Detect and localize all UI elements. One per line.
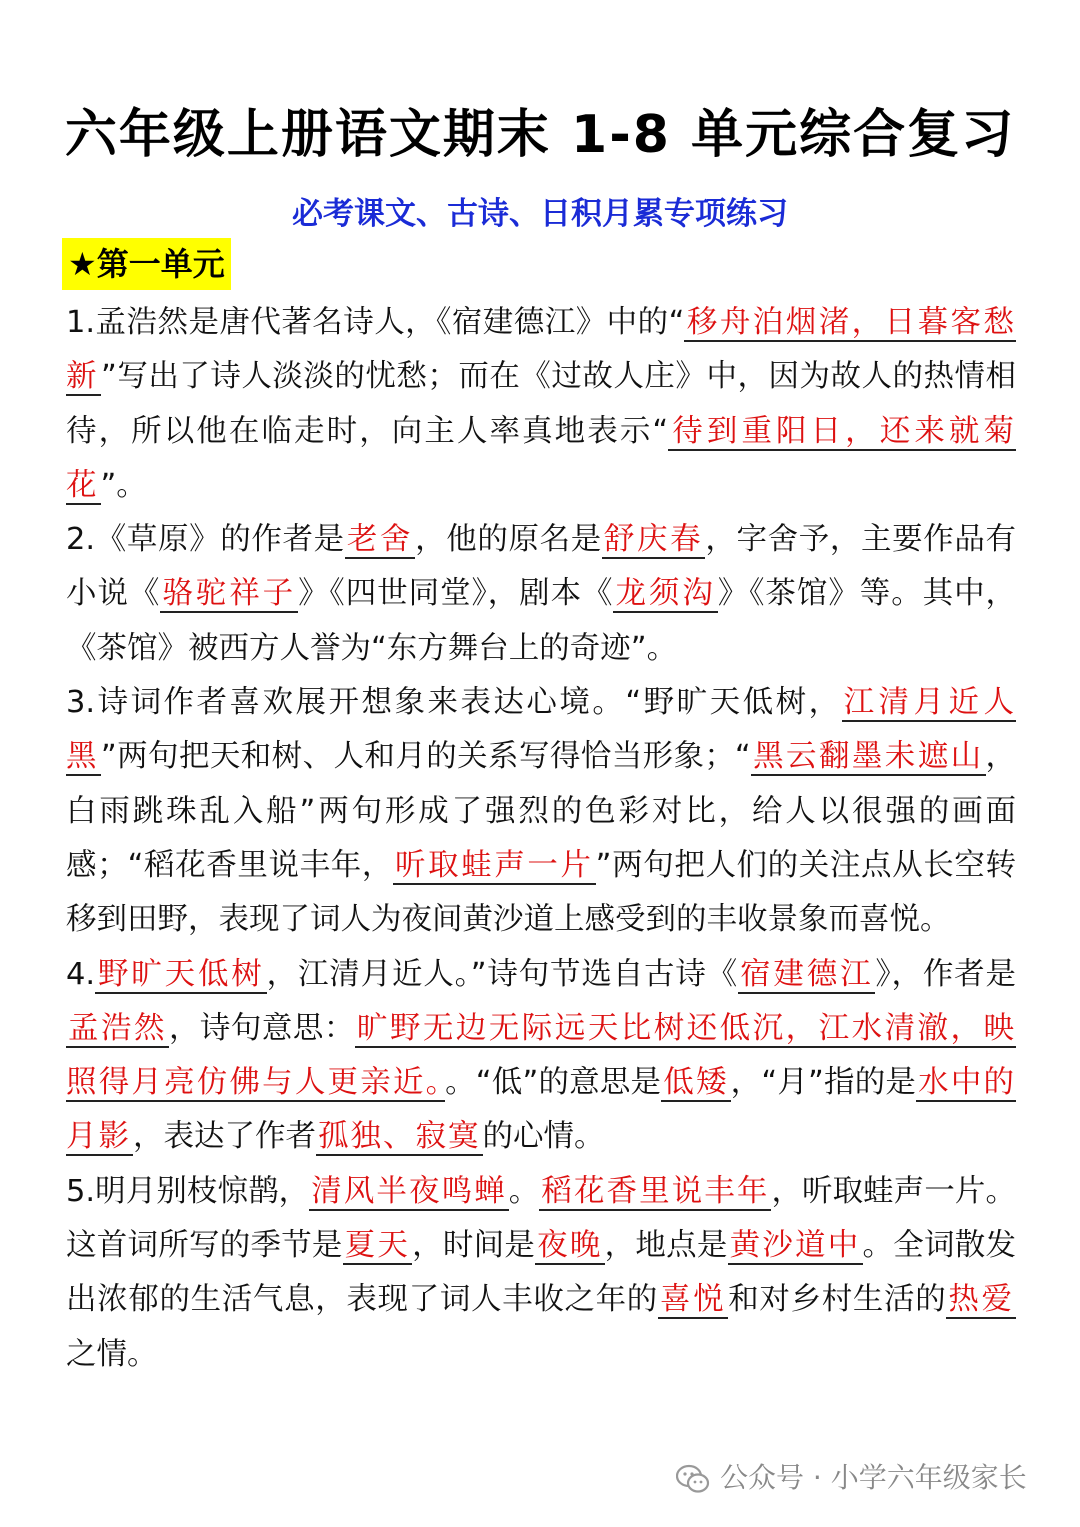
question-2 <box>66 513 1016 676</box>
question-3 <box>66 676 1016 947</box>
question-text: ，江清月近人。”诗句节选自古诗《 <box>266 956 739 992</box>
question-text: ”两句把人们的关注点从长空转移到田野，表现了词人为夜间黄沙道上感受到的丰收景象而喜悦。 <box>66 847 1016 938</box>
answer-text: 旷野无边无际远天比树还低沉，江水清澈，映照得月亮仿佛与人更亲近。 <box>66 1010 1017 1101</box>
question-text: ，白雨跳珠乱入船”两句形成了强烈的色彩对比，给人以很强的画面感；“稻花香里说丰年， <box>66 739 1017 883</box>
question-text: 的心情。 <box>482 1119 605 1155</box>
question-text: 和对乡村生活的 <box>728 1282 947 1318</box>
wechat-icon <box>676 1464 710 1494</box>
question-text: ，地点是 <box>604 1228 728 1264</box>
answer-text: 清风半夜鸣蝉 <box>311 1173 507 1209</box>
answer-text: 骆驼祥子 <box>162 576 297 612</box>
question-text: 》，作者是 <box>875 956 1016 992</box>
answer-text: 野旷天低树 <box>97 956 265 992</box>
answer-text: 龙须沟 <box>615 576 716 612</box>
question-text: ，时间是 <box>412 1228 536 1264</box>
answer-text: 江清月近人黑 <box>66 685 1017 775</box>
question-text: ，“月”指的是 <box>730 1065 917 1101</box>
question-text: 》《四世同堂》，剧本《 <box>298 576 614 612</box>
wechat-watermark <box>676 1458 1056 1498</box>
question-text: 1.孟浩然是唐代著名诗人，《宿建德江》中的“ <box>66 305 685 340</box>
question-text: 》《茶馆》等。其中，《茶馆》被西方人誉为“东方舞台上的奇迹”。 <box>66 576 1017 666</box>
question-text: ”。 <box>100 467 147 503</box>
question-text: ”写出了诗人淡淡的忧愁；而在《过故人庄》中，因为故人的热情相待，所以他在临走时，向主人率真地表示“ <box>66 359 1016 449</box>
answer-text: 待到重阳日，还来就菊花 <box>66 413 1016 503</box>
question-text: ”两句把天和树、人和月的关系写得恰当形象；“ <box>100 739 751 775</box>
question-1 <box>66 296 1016 513</box>
answer-text: 老舍 <box>346 522 414 558</box>
question-text: 4. <box>66 956 96 992</box>
answer-text: 孟浩然 <box>68 1010 167 1046</box>
exercise-content <box>66 296 1016 1382</box>
answer-text: 水中的月影 <box>66 1065 1017 1155</box>
answer-text: 稻花香里说丰年 <box>541 1173 770 1209</box>
answer-text: 听取蛙声一片 <box>394 847 594 883</box>
question-text: 5.明月别枝惊鹊， <box>66 1173 310 1209</box>
answer-text: 宿建德江 <box>740 956 874 992</box>
page-subtitle: 必考课文、古诗、日积月累专项练习 <box>292 196 788 232</box>
watermark-text: 公众号 · 小学六年级家长 <box>720 1461 1027 1494</box>
unit-heading: ★第一单元 <box>62 238 231 290</box>
question-text: ，表达了作者 <box>133 1119 316 1155</box>
question-text: ，字舍予，主要作品有小说《 <box>66 522 1017 612</box>
answer-text: 热爱 <box>948 1282 1015 1318</box>
page-title: 六年级上册语文期末 1-8 单元综合复习 <box>64 105 1016 165</box>
answer-text: 夏天 <box>344 1228 411 1264</box>
answer-text: 舒庆春 <box>603 522 704 558</box>
answer-text: 喜悦 <box>659 1282 727 1318</box>
question-text: 之情。 <box>66 1336 158 1372</box>
answer-text: 黄沙道中 <box>729 1228 861 1264</box>
question-4 <box>66 948 1016 1165</box>
answer-text: 黑云翻墨未遮山 <box>752 739 984 775</box>
answer-text: 移舟泊烟渚，日暮客愁新 <box>66 305 1017 395</box>
question-text: 3.诗词作者喜欢展开想象来表达心境。“野旷天低树， <box>66 685 842 721</box>
answer-text: 夜晚 <box>537 1228 603 1264</box>
answer-text: 低矮 <box>663 1065 729 1101</box>
question-text: 。 <box>508 1173 540 1209</box>
question-text: ，听取蛙声一片。这首词所写的季节是 <box>66 1173 1017 1264</box>
question-text: 2.《草原》的作者是 <box>66 522 345 558</box>
question-5 <box>66 1165 1016 1382</box>
question-text: 。“低”的意思是 <box>445 1065 662 1101</box>
question-text: ，他的原名是 <box>415 522 602 558</box>
answer-text: 孤独、寂寞 <box>318 1119 481 1155</box>
question-text: 。全词散发出浓郁的生活气息，表现了词人丰收之年的 <box>66 1228 1017 1318</box>
question-text: ，诗句意思： <box>168 1010 355 1046</box>
